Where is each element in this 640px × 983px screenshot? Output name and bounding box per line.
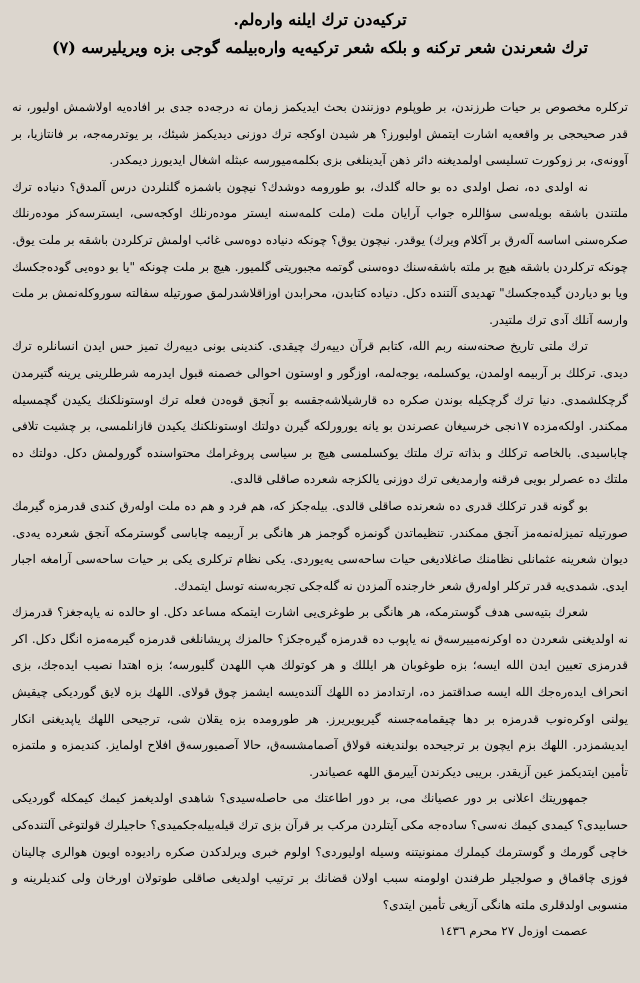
paragraph-1: ترکلره مخصوص بر حیات طرزندن، بر طوپلوم دوزنندن بحث ایدیکمز زمان نه درجه‌ده جدی بر افاده‌یه اولاشمش اولیور، نه قدر صحیحجی بر واقعه‌یه اشارت ایتمش اولیورز؟ هر شیدن اوکجه ترك دوزنی دیدیکمز شیئك، بر یوتدرمه‌جه، بر فانتازیا، بر آوونەی، بر زوکورت تسلیسی اولمدیغنه دائر ذهن آیدینلغی بزی بکلمه‌میورسه عبثله اشغال ایدیورز دیمکدر. (12, 100, 628, 168)
paragraph-3: ترك ملتی تاریخ صحنه‌سنه ربم الله، کتابم قرآن دییەرك چیقدی. کندینی بونی دییەرك تمیز حس ایدن انسانلره ترك دیدی. ترکلك بر آربیمه اولمدن، یوکسلمه، یوجه‌لمه، اوزگور و اوستون احوالی خصمنه قبول ایدرمه شرطلرینی یرینه گتیرمدن گرچکلشمدی. دنیا ترك گرچکیله بوندن صکره ده قارشیلاشه‌جقسه بو آنجق قوەدن فعله ترك اوستونلکنك یکیدن گچمسیله ممکندر. اولکه‌مزده ١٧نجی خرسیغان عصرندن بو یانه یورورلکه گیرن دولتك اوستونلکنك یکیدن قازانلمسی، بر چشیت تلافی چاباسیدی. بالخاصه ترکلك و بذاته ترك ملتك یوکسلمسی هیچ بر سیاسی پروغرامك محتواسنده گورولمش دکل. دولتك ده ملتك ده عصرلر بویی فرقنه وارمدیغی ترك دوزنی یالکزجه شعرده صاقلی قالدی. (12, 339, 628, 487)
paragraph-4: بو گونه قدر ترکلك قدری ده شعرنده صاقلی قالدی. بیلەجکز که، هم فرد و هم ده ملت اولەرق کندی قدرمزه گیرمك صورتیله تمیزلەنمەمز آنجق ممکندر. تنظیماتدن گونمزه گوجمز هر هانگی بر آربیمه چاباسی گوسترمکه آنجق شعرده یەدی. دیوان شعرینه عثمانلی نظامنك صاغلادیغی حیات ساحەسی یەیوردی. یکی نظام ترکلری یکی بر حیات ساحەسی آرامغه اجبار ایدی. شمدی‌یه قدر ترکلر اولەرق شعر خارجنده آلمزدن نه گله‌جکی تجربه‌سنه توسل ایتمدك. (12, 498, 628, 593)
author-signature: عصمت اوزەل ٢٧ محرم ١٤٣٦ (439, 924, 588, 939)
paragraph-5: شعرك بتیەسی هدف گوسترمکه، هر هانگی بر طوغری‌یی اشارت ایتمکه مساعد دکل. او حالده نه یاپه‌جغز؟ قدرمزك نه اولدیغنی شعردن ده اوکرنه‌مییرسەق نه یاپوب ده قدرمزه گیره‌جکز؟ حالمزك پریشانلغی قدرمزه گیرمەمزه انگل دکل. اکر قدرمزی تعیین ایدن الله ایسه؛ بزه طوغوبان هر ایللك و هر کوتولك هپ اللهدن گلیورسه؛ بزه اهتدا نصیب ایده‌جك، بزی انحراف ایدەرەجك الله ایسه صداقتمز ده، ارتدادمز ده اللهك آلندەیسه ایشمز چوق قولای. اللهك بزه لایق گوردیکی چیقیش یولنی اوکرەنوب قدرمزه بر دها چیقمامه‌جسنه گیریویریرز. هر طورومده بزه یقلان شی، ترجیحی اللهك یاپدیغنی انکار ایدیشمزدر. اللهك بزم ایچون بر ترجیحده بولندیغنه قولاق آصمامشسەق، حالا آصمیورسەق افلاح اولمایز. کندیمزه و ملتمزه تأمین ایتدیکمز عین آزیقدر. بریبی دیکرندن آییرمق اللهه عصیاندر. (12, 605, 629, 779)
page-title-line-2: ترك شعرندن شعر ترکنه و بلکه شعر ترکیه‌یه وارەبیلمه گوجی بزه ویریلیرسه (٧) (52, 38, 588, 57)
paragraph-2: نه اولدی ده، نصل اولدی ده بو حاله گلدك، بو طورومه دوشدك؟ نیچون باشمزه گلنلردن درس آلمدق؟ دنیاده ترك ملتندن باشقه بویله‌سی سؤاللره جواب آرایان ملت (ملت کلمه‌سنه ایستر مودەرنلك اوکجه‌سی، ایسترسه‌کز مودەرنلك صکره‌سنی اساسه آلەرق بر آکلام ویرك) یوقدر. نیچون یوق؟ چونکه دنیاده دوه‌سی غائب اولمش ترکلردن باشقه بر ملت یوق. چونکه ترکلردن باشقه هیچ بر ملتە باشقه‌سنك دوه‌سنی گوتمه مجبوریتی گلمیور. هیچ بر ملت چونکه "یا بو دوه‌یی گوده‌جکسك ویا بو دیاردن گیده‌جکسك" تهدیدی آلتنده دکل. دنیاده کتابدن، محرابدن اوزاقلاشدرلمق صورتیله سفالته سوروکله‌نمش بر ملت وارسه آنلك آدی ترك ملتیدر. (12, 179, 628, 327)
paragraph-6: جمهوریتك اعلانی بر دور عصیانك می، بر دور اطاعتك می حاصله‌سیدی؟ شاهدی اولدیغمز کیمك کیمکله گوردیکی حسابیدی؟ کیمدی کیمك نەسی؟ ساده‌جه مکی آیتلردن مرکب بر قرآن بزی ترك قیلەبیلەجکمیدی؟ حاجیلرك قولتوغی آلتنده‌کی خاچی گورمك و گوسترمك کیملرك ممنونیتنه وسیله اولیوردی؟ اولوم خبری ویرلدکدن صکره رادیوده اویون هوالری چالینان فوزی چاقماق و صولجیلر طرفندن اولومنه سبب اولان قضانك بر ترتیب اولدیغی صاقلی طوتولان اورخان ولی کندیلرینه و منسوبی اولدقلری ملته هانگی آزیغی تأمین ایتدی؟ (12, 791, 628, 912)
page-title-line-1: ترکیه‌دن ترك ایلنه وارەلم. (233, 10, 407, 29)
title-spacer (12, 62, 628, 94)
